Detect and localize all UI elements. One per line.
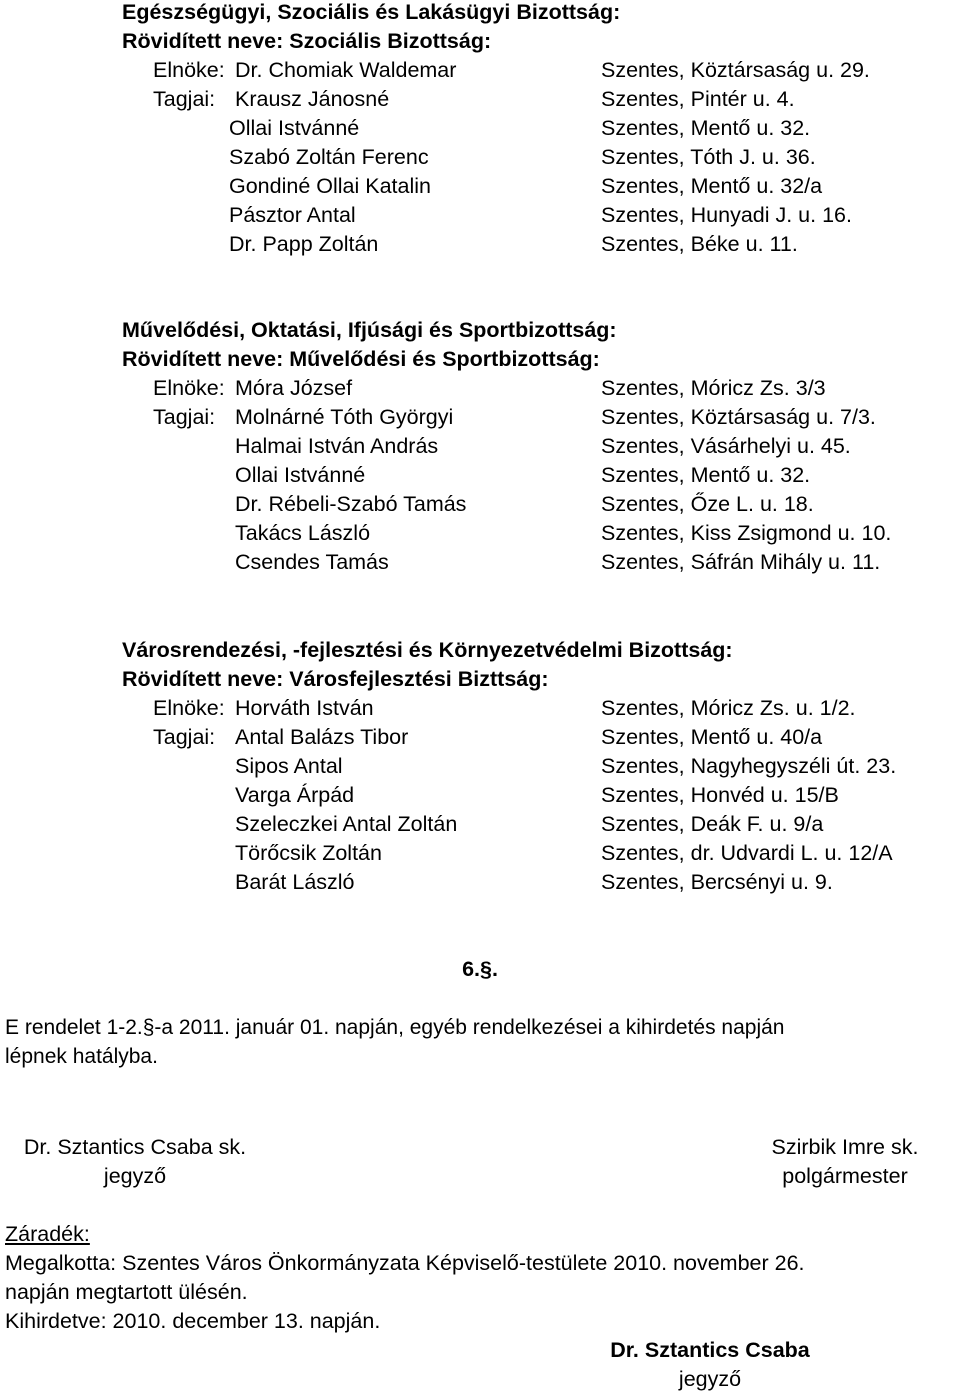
committee-2-member-address: Szentes, Vásárhelyi u. 45. (601, 434, 851, 458)
section-heading: 6.§. (462, 957, 498, 981)
committee-1-member-address: Szentes, Béke u. 11. (601, 232, 798, 256)
signature-left-name: Dr. Sztantics Csaba sk. (23, 1135, 247, 1159)
committee-1-member-name: Krausz Jánosné (235, 87, 390, 111)
committee-3-member-name: Szeleczkei Antal Zoltán (235, 812, 458, 836)
committee-2-member-name: Ollai Istvánné (235, 463, 366, 487)
committee-3-member-role: Tagjai: (153, 725, 216, 749)
committee-1-member-name: Dr. Chomiak Waldemar (235, 58, 457, 82)
clause-label: Záradék: (5, 1222, 90, 1246)
committee-2-member-name: Takács László (235, 521, 371, 545)
committee-3-member-name: Barát László (235, 870, 355, 894)
committee-1-member-name: Gondiné Ollai Katalin (229, 174, 431, 198)
committee-3-member-address: Szentes, dr. Udvardi L. u. 12/A (601, 841, 893, 865)
committee-3-title: Városrendezési, -fejlesztési és Környezetvédelmi Bizottság: (122, 638, 733, 662)
committee-3-member-address: Szentes, Nagyhegyszéli út. 23. (601, 754, 897, 778)
clause-signature-name: Dr. Sztantics Csaba (610, 1338, 810, 1362)
committee-2-member-address: Szentes, Köztársaság u. 7/3. (601, 405, 876, 429)
committee-2-member-name: Dr. Rébeli-Szabó Tamás (235, 492, 467, 516)
committee-1-title: Egészségügyi, Szociális és Lakásügyi Bizottság: (122, 0, 621, 24)
committee-1-member-address: Szentes, Pintér u. 4. (601, 87, 795, 111)
committee-3-member-address: Szentes, Mentő u. 40/a (601, 725, 823, 749)
committee-2-short-name: Rövidített neve: Művelődési és Sportbizottság: (122, 347, 600, 371)
committee-1-member-name: Pásztor Antal (229, 203, 356, 227)
committee-1-member-name: Ollai Istvánné (229, 116, 360, 140)
committee-1-short-name: Rövidített neve: Szociális Bizottság: (122, 29, 492, 53)
clause-signature-title: jegyző (678, 1367, 742, 1391)
committee-1-member-role: Tagjai: (153, 87, 216, 111)
committee-3-member-address: Szentes, Bercsényi u. 9. (601, 870, 833, 894)
committee-1-member-role: Elnöke: (153, 58, 225, 82)
committee-3-short-name: Rövidített neve: Városfejlesztési Bizttság: (122, 667, 549, 691)
committee-3-member-name: Varga Árpád (235, 783, 355, 807)
signature-left-title: jegyző (103, 1164, 167, 1188)
committee-1-member-name: Szabó Zoltán Ferenc (229, 145, 429, 169)
committee-2-member-name: Molnárné Tóth Györgyi (235, 405, 454, 429)
section-text-line-2: lépnek hatályba. (5, 1045, 158, 1068)
committee-3-member-address: Szentes, Móricz Zs. u. 1/2. (601, 696, 856, 720)
clause-line-1: Megalkotta: Szentes Város Önkormányzata Képviselő-testülete 2010. november 26. (5, 1251, 805, 1275)
section-text-line-1: E rendelet 1-2.§-a 2011. január 01. napján, egyéb rendelkezései a kihirdetés napján (5, 1016, 785, 1039)
committee-3-member-name: Antal Balázs Tibor (235, 725, 409, 749)
committee-3-member-name: Horváth István (235, 696, 374, 720)
committee-2-member-address: Szentes, Kiss Zsigmond u. 10. (601, 521, 892, 545)
committee-2-member-name: Csendes Tamás (235, 550, 389, 574)
committee-3-member-name: Sipos Antal (235, 754, 343, 778)
committee-3-member-role: Elnöke: (153, 696, 225, 720)
committee-1-member-address: Szentes, Hunyadi J. u. 16. (601, 203, 852, 227)
committee-1-member-address: Szentes, Köztársaság u. 29. (601, 58, 870, 82)
committee-2-member-address: Szentes, Sáfrán Mihály u. 11. (601, 550, 881, 574)
committee-2-member-role: Tagjai: (153, 405, 216, 429)
committee-2-member-address: Szentes, Őze L. u. 18. (601, 492, 814, 516)
committee-3-member-address: Szentes, Honvéd u. 15/B (601, 783, 839, 807)
committee-2-member-address: Szentes, Móricz Zs. 3/3 (601, 376, 826, 400)
committee-2-member-address: Szentes, Mentő u. 32. (601, 463, 811, 487)
committee-2-member-role: Elnöke: (153, 376, 225, 400)
clause-line-3: Kihirdetve: 2010. december 13. napján. (5, 1309, 381, 1333)
committee-3-member-name: Törőcsik Zoltán (235, 841, 382, 865)
signature-right-name: Szirbik Imre sk. (771, 1135, 919, 1159)
committee-3-member-address: Szentes, Deák F. u. 9/a (601, 812, 824, 836)
committee-2-title: Művelődési, Oktatási, Ifjúsági és Sportbizottság: (122, 318, 617, 342)
committee-1-member-address: Szentes, Mentő u. 32. (601, 116, 811, 140)
committee-2-member-name: Halmai István András (235, 434, 439, 458)
committee-1-member-name: Dr. Papp Zoltán (229, 232, 379, 256)
signature-right-title: polgármester (782, 1164, 908, 1188)
committee-1-member-address: Szentes, Tóth J. u. 36. (601, 145, 816, 169)
clause-line-2: napján megtartott ülésén. (5, 1280, 248, 1304)
committee-1-member-address: Szentes, Mentő u. 32/a (601, 174, 823, 198)
committee-2-member-name: Móra József (235, 376, 353, 400)
